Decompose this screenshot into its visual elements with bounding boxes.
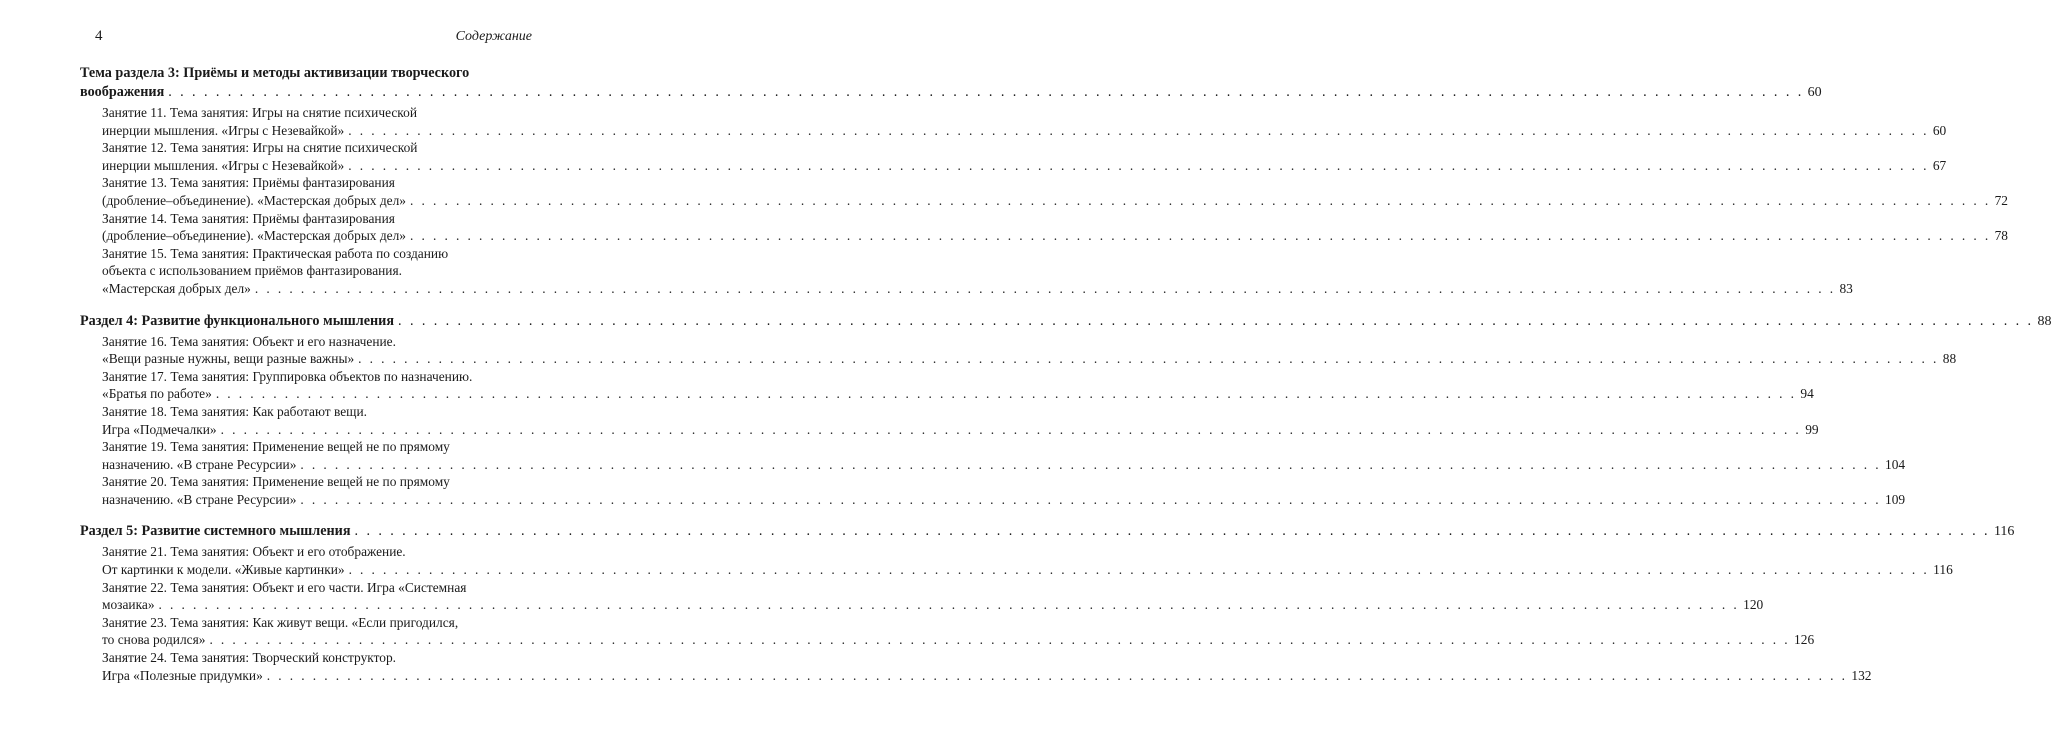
section-entry: [80, 64, 1822, 102]
lesson-title-line: инерции мышления. «Игры с Незевайкой»: [102, 122, 345, 138]
lesson-entry: [80, 579, 1764, 614]
lesson-page-number: 88: [1942, 351, 1957, 367]
dot-leader: [358, 351, 1939, 366]
lesson-title-last-line: [80, 227, 2008, 245]
lesson-title-line: Занятие 16. Тема занятия: Объект и его назначение.: [102, 333, 396, 349]
lesson-title-line: (дробление–объединение). «Мастерская добрых дел»: [102, 228, 406, 244]
dot-leader: [209, 632, 1790, 647]
section-title-line: Раздел 4: Развитие функционального мышления: [80, 312, 395, 329]
section-entry: [80, 522, 2015, 541]
lesson-entry: [80, 333, 1957, 368]
lesson-title-line: Занятие 22. Тема занятия: Объект и его части. Игра «Системная: [102, 579, 467, 595]
section-title-last-line: [80, 312, 2051, 331]
lesson-page-number: 126: [1794, 632, 1815, 648]
toc-section: [80, 522, 2015, 684]
lesson-title-last-line: [80, 192, 2008, 210]
lesson-entry: [80, 473, 1906, 508]
lesson-entry: [80, 245, 1853, 298]
running-title: Содержание: [455, 29, 532, 44]
lesson-page-number: 120: [1743, 597, 1764, 613]
table-of-contents: [80, 64, 2051, 684]
lesson-title-line: (дробление–объединение). «Мастерская добрых дел»: [102, 192, 406, 208]
lesson-page-number: 78: [1994, 228, 2008, 244]
lesson-page-number: 72: [1994, 192, 2008, 208]
lesson-page-number: 67: [1932, 157, 1947, 173]
lesson-title-line: то снова родился»: [102, 632, 206, 648]
toc-section: [80, 312, 2051, 509]
dot-leader: [255, 281, 1836, 296]
lesson-title-last-line: [80, 350, 1957, 368]
lesson-title-line: объекта с использованием приёмов фантазирования.: [102, 263, 402, 279]
lesson-title-line: От картинки к модели. «Живые картинки»: [102, 562, 345, 578]
lesson-title-line: Занятие 12. Тема занятия: Игры на снятие психической: [102, 140, 418, 156]
dot-leader: [398, 313, 2033, 329]
lesson-page-number: 132: [1851, 667, 1872, 683]
section-title-line: воображения: [80, 84, 165, 100]
lesson-title-line: Занятие 17. Тема занятия: Группировка объектов по назначению.: [102, 368, 473, 384]
section-title-line: Раздел 5: Развитие системного мышления: [80, 523, 351, 540]
lesson-title-last-line: [80, 596, 1764, 614]
lesson-entry: [80, 210, 2008, 245]
dot-leader: [216, 386, 1797, 401]
lesson-title-line: «Вещи разные нужны, вещи разные важны»: [102, 351, 355, 367]
lesson-title-line: «Мастерская добрых дел»: [102, 280, 251, 296]
lesson-title-last-line: [80, 561, 1953, 579]
lesson-entry: [80, 139, 1947, 174]
lesson-entry: [80, 614, 1815, 649]
lesson-title-line: назначению. «В стране Ресурсии»: [102, 491, 297, 507]
lesson-title-last-line: [80, 122, 1947, 140]
lesson-title-line: Занятие 13. Тема занятия: Приёмы фантазирования: [102, 175, 395, 191]
lesson-title-line: мозаика»: [102, 597, 155, 613]
lesson-title-last-line: [80, 157, 1947, 175]
dot-leader: [348, 123, 1929, 138]
lesson-title-line: «Братья по работе»: [102, 386, 212, 402]
lesson-entry: [80, 104, 1947, 139]
dot-leader: [410, 228, 1991, 243]
lesson-title-line: инерции мышления. «Игры с Незевайкой»: [102, 157, 345, 173]
section-title-last-line: [80, 83, 1822, 102]
lesson-title-line: Занятие 21. Тема занятия: Объект и его отображение.: [102, 544, 406, 560]
page-header: [0, 28, 600, 48]
lesson-entry: [80, 403, 1819, 438]
lesson-title-line: Занятие 11. Тема занятия: Игры на снятие психической: [102, 105, 417, 120]
lesson-page-number: 60: [1932, 122, 1947, 138]
dot-leader: [355, 523, 1990, 539]
lesson-entry: [80, 368, 1814, 403]
section-entry: [80, 312, 2051, 331]
lesson-page-number: 83: [1839, 280, 1853, 296]
lesson-entry: [80, 174, 2008, 209]
lesson-title-line: Занятие 24. Тема занятия: Творческий конструктор.: [102, 650, 397, 666]
section-page-number: 60: [1807, 85, 1822, 100]
lesson-entry: [80, 543, 1953, 578]
lesson-title-line: Занятие 19. Тема занятия: Применение вещей не по прямому: [102, 439, 450, 455]
lesson-title-last-line: [80, 280, 1853, 298]
lesson-title-line: Занятие 20. Тема занятия: Применение вещей не по прямому: [102, 474, 450, 490]
lesson-page-number: 104: [1885, 456, 1906, 472]
lesson-entry: [80, 649, 1872, 684]
section-title-last-line: [80, 522, 2015, 541]
lesson-title-line: Занятие 18. Тема занятия: Как работают вещи.: [102, 403, 367, 419]
dot-leader: [267, 668, 1848, 683]
lesson-page-number: 94: [1800, 386, 1814, 402]
page-number: 4: [95, 28, 103, 44]
dot-leader: [410, 193, 1991, 208]
section-page-number: 88: [2037, 313, 2051, 329]
lesson-entry: [80, 438, 1906, 473]
lesson-page-number: 99: [1805, 421, 1819, 437]
section-page-number: 116: [1993, 524, 2015, 540]
lesson-title-line: Игра «Подмечалки»: [102, 421, 217, 437]
lesson-page-number: 116: [1933, 562, 1953, 578]
lesson-title-last-line: [80, 667, 1872, 685]
toc-section: [80, 64, 2008, 298]
lesson-title-line: Игра «Полезные придумки»: [102, 667, 263, 683]
dot-leader: [168, 84, 1803, 100]
lesson-title-line: Занятие 23. Тема занятия: Как живут вещи. «Если пригодился,: [102, 614, 459, 630]
dot-leader: [159, 597, 1740, 612]
dot-leader: [300, 457, 1881, 472]
lesson-title-last-line: [80, 491, 1906, 509]
lesson-title-line: Занятие 14. Тема занятия: Приёмы фантазирования: [102, 210, 395, 226]
lesson-title-last-line: [80, 421, 1819, 439]
dot-leader: [348, 158, 1929, 173]
lesson-title-last-line: [80, 456, 1906, 474]
lesson-title-last-line: [80, 631, 1815, 649]
lesson-page-number: 109: [1885, 491, 1906, 507]
dot-leader: [300, 492, 1881, 507]
section-title-line: Тема раздела 3: Приёмы и методы активизации творческого: [80, 65, 470, 81]
dot-leader: [221, 422, 1802, 437]
lesson-title-line: назначению. «В стране Ресурсии»: [102, 456, 297, 472]
lesson-title-last-line: [80, 385, 1814, 403]
dot-leader: [349, 562, 1930, 577]
lesson-title-line: Занятие 15. Тема занятия: Практическая работа по созданию: [102, 245, 449, 261]
